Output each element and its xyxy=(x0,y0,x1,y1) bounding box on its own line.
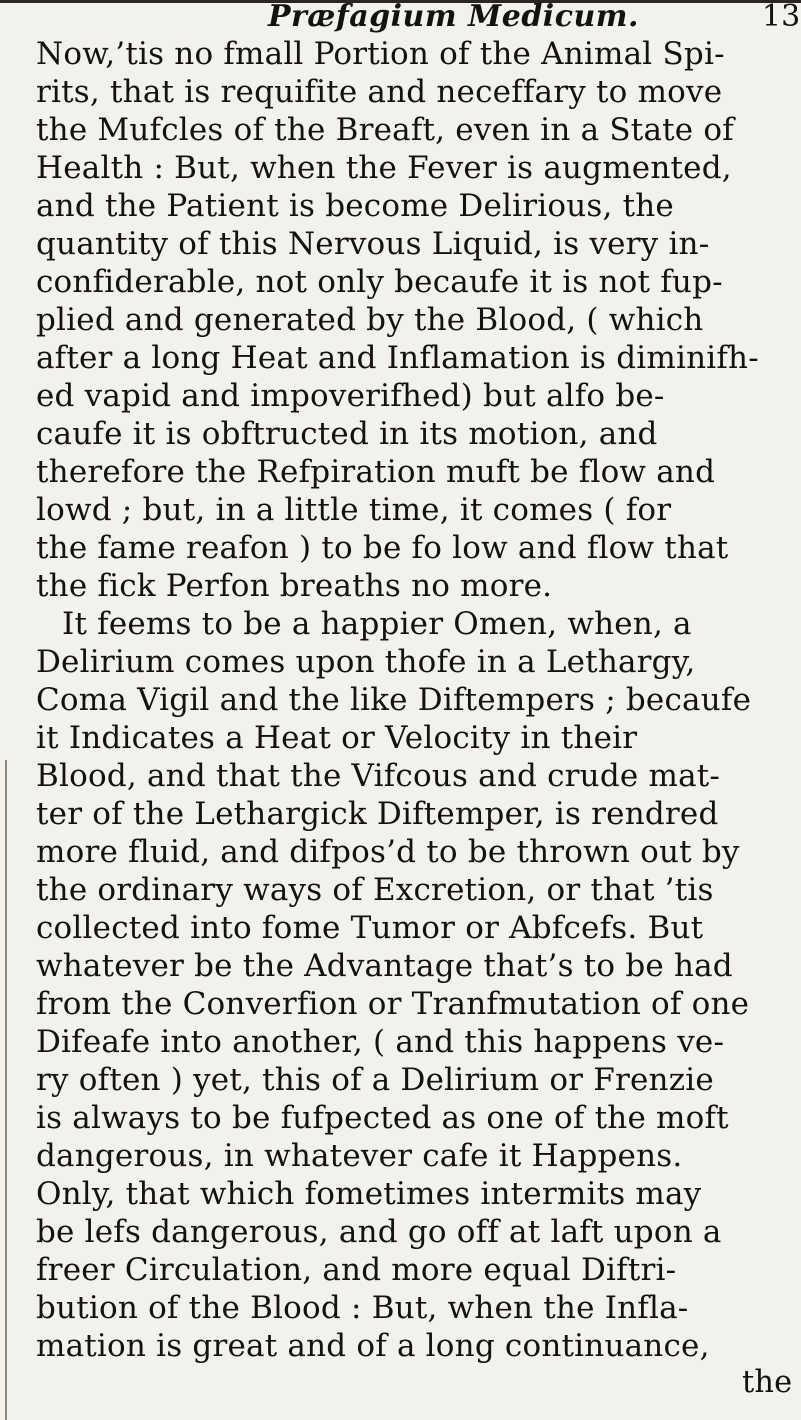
text-line: Coma Vigil and the like Diftempers ; becaufe xyxy=(36,682,752,718)
text-line: whatever be the Advantage that’s to be had xyxy=(36,948,733,984)
text-line: lowd ; but, in a little time, it comes ( for xyxy=(36,492,672,528)
text-line: quantity of this Nervous Liquid, is very in- xyxy=(36,226,710,262)
catchword: the xyxy=(742,1364,793,1400)
text-line: Health : But, when the Fever is augmented, xyxy=(36,150,732,186)
text-line: Difeafe into another, ( and this happens ve- xyxy=(36,1024,725,1060)
text-line: ry often ) yet, this of a Delirium or Frenzie xyxy=(36,1062,714,1098)
text-line: It feems to be a happier Omen, when, a xyxy=(62,606,692,642)
text-line: the fick Perfon breaths no more. xyxy=(36,568,553,604)
text-line: ed vapid and impoverifhed) but alfo be- xyxy=(36,378,665,414)
text-line: the ordinary ways of Excretion, or that ’tis xyxy=(36,872,714,908)
text-line: Now,’tis no fmall Portion of the Animal Spi- xyxy=(36,36,725,72)
text-line: the Mufcles of the Breaft, even in a State of xyxy=(36,112,734,148)
text-line: after a long Heat and Inflamation is diminifh- xyxy=(36,340,759,376)
text-line: more fluid, and difpos’d to be thrown out by xyxy=(36,834,740,870)
text-line: and the Patient is become Delirious, the xyxy=(36,188,674,224)
text-line: plied and generated by the Blood, ( which xyxy=(36,302,704,338)
text-line: Only, that which fometimes intermits may xyxy=(36,1176,702,1212)
text-line: is always to be fufpected as one of the moft xyxy=(36,1100,729,1136)
text-line: ter of the Lethargick Diftemper, is rendred xyxy=(36,796,719,832)
text-line: mation is great and of a long continuance, xyxy=(36,1328,710,1364)
text-line: dangerous, in whatever cafe it Happens. xyxy=(36,1138,683,1174)
text-line: from the Converfion or Tranfmutation of one xyxy=(36,986,750,1022)
text-line: caufe it is obftructed in its motion, and xyxy=(36,416,658,452)
text-line: rits, that is requifite and neceffary to move xyxy=(36,74,723,110)
text-line: be lefs dangerous, and go off at laft upon a xyxy=(36,1214,722,1250)
running-head: Præfagium Medicum. xyxy=(268,0,639,34)
text-line: collected into fome Tumor or Abfcefs. But xyxy=(36,910,704,946)
page-number: 13 xyxy=(762,0,801,34)
text-line: freer Circulation, and more equal Diftri- xyxy=(36,1252,677,1288)
text-line: Delirium comes upon thofe in a Lethargy, xyxy=(36,644,696,680)
text-line: confiderable, not only becaufe it is not fup- xyxy=(36,264,723,300)
text-line: the fame reafon ) to be fo low and flow that xyxy=(36,530,729,566)
text-line: it Indicates a Heat or Velocity in their xyxy=(36,720,638,756)
text-line: therefore the Refpiration muft be flow and xyxy=(36,454,716,490)
text-line: Blood, and that the Vifcous and crude mat- xyxy=(36,758,721,794)
text-line: bution of the Blood : But, when the Infla- xyxy=(36,1290,689,1326)
